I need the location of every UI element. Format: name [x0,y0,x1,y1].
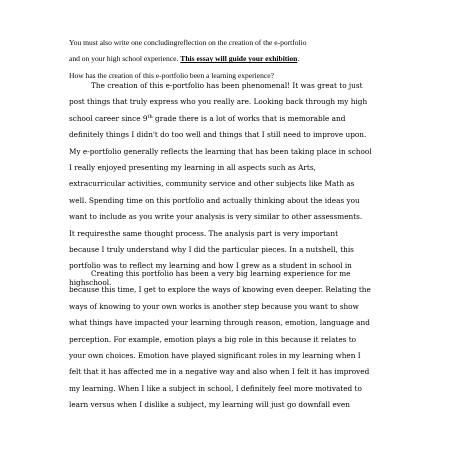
paragraph-line: highschool. [69,277,112,287]
paragraph-line: because I truly understand why I did the particular pieces. In a nutshell, this [69,244,354,254]
paragraph-2 [69,266,399,414]
superscript: th [147,113,153,120]
paragraph-line: I really enjoyed presenting my learning in all aspects such as Arts, [69,162,316,172]
prompt-period: . [297,54,300,64]
prompt-emphasis: This essay will guide your exhibition [180,54,298,64]
prompt-line [69,55,399,71]
paragraph-line [69,111,399,127]
paragraph-line: felt that it has affected me in a negative way and also when I felt it has improved [69,367,370,377]
prompt-line: You must also write one concludingreflection on the creation of the e-portfolio [69,38,307,47]
paragraph-line: ways of knowing to your own works is another step because you want to show [69,301,359,311]
paragraph-1 [69,78,399,291]
paragraph-line: definitely things I didn't do too well and things that I still need to improve upon. [69,130,367,140]
paragraph-line: well. Spending time on this portfolio and actually thinking about the ideas you [69,195,360,205]
paragraph-line: my learning. When I like a subject in school, I definitely feel more motivated to [69,383,362,393]
prompt-question: How has the creation of this e-portfolio been a learning experience? [69,70,274,80]
prompt-text: and on your high school experience. [69,54,181,64]
paragraph-line: post things that truly express who you really are. Looking back through my high [69,97,368,107]
paragraph-line: learn versus when I dislike a subject, my learning will just go downfall even [69,400,350,410]
paragraph-line: perception. For example, emotion plays a big role in this because it relates to [69,334,357,344]
text-segment: school career since 9 [69,113,148,123]
paragraph-line: want to include as you write your analysis is very similar to other assessments. [69,212,363,222]
paragraph-line: what things have impacted your learning through reason, emotion, language and [69,318,370,328]
paragraph-line: because this time, I get to explore the ways of knowing even deeper. Relating the [69,285,371,295]
paragraph-line: portfolio was to reflect my learning and how I grew as a student in school in [69,261,352,271]
paragraph-line: My e-portfolio generally reflects the learning that has been taking place in school [69,146,372,156]
paragraph-line: The creation of this e-portfolio has been phenomenal! It was great to just [91,81,363,90]
paragraph-line: your own choices. Emotion have played significant roles in my learning when I [69,350,361,360]
paragraph-line: extracurricular activities, community service and other subjects like Math as [69,179,355,189]
text-segment: grade there is a lot of works that is memorable and [152,113,346,123]
paragraph-line: Creating this portfolio has been a very big learning experience for me [91,269,351,278]
paragraph-line: It requiresthe same thought process. The analysis part is very important [69,228,339,238]
